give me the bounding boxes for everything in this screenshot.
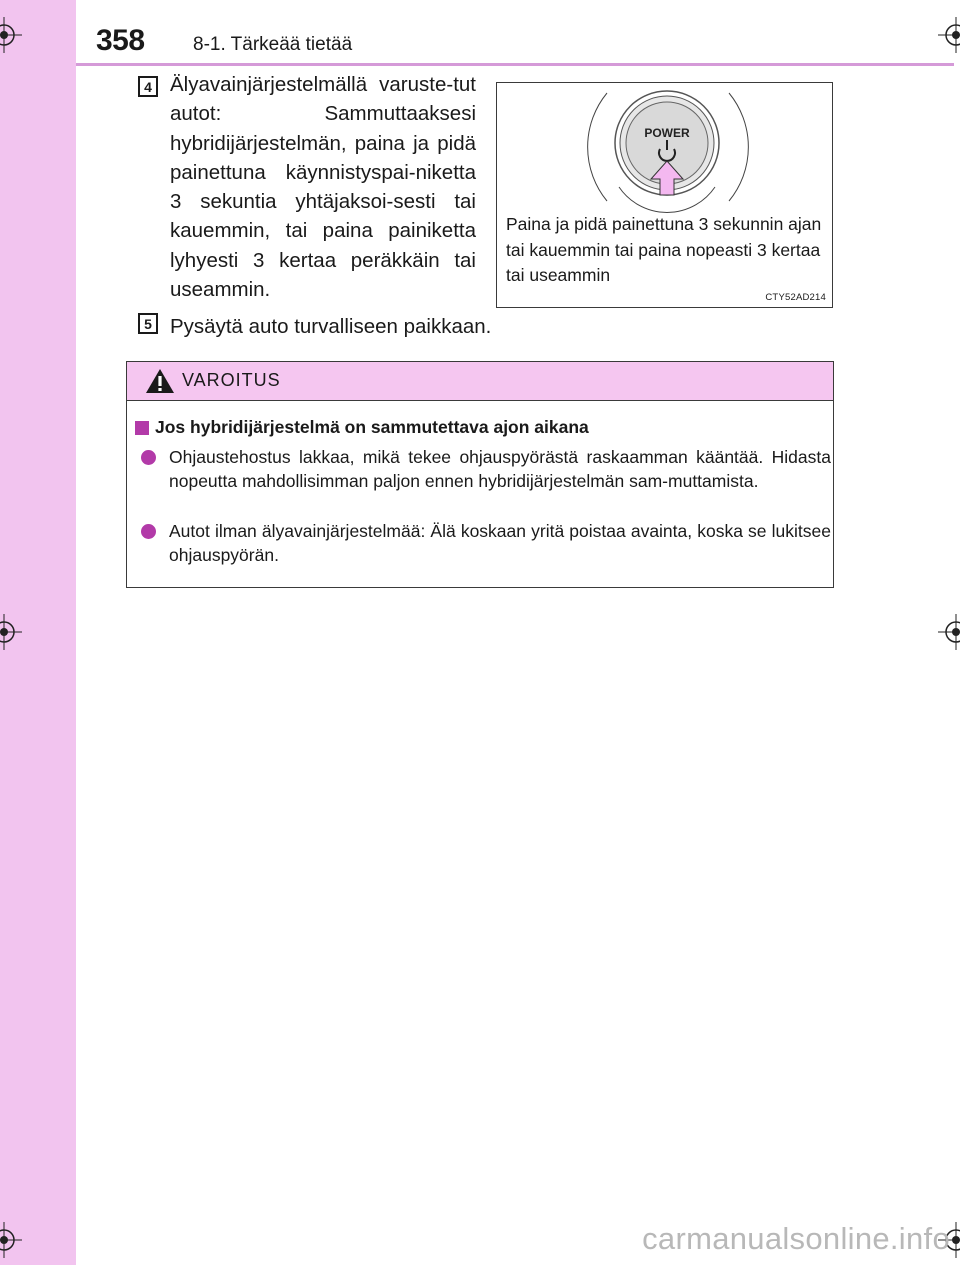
warning-item — [141, 519, 831, 567]
step-4-text: Älyavainjärjestelmällä varuste-tut autot: Sammuttaaksesi hybridijärjestelmän, paina ja pidä painettuna käynnistyspai-niketta 3 sekuntia yhtäjaksoi-sesti tai kauemmin, tai paina painiketta lyhyesti 3 kertaa peräkkäin tai useammin. — [170, 73, 476, 302]
warning-triangle-icon — [144, 367, 176, 395]
power-button-figure — [496, 82, 833, 308]
warning-heading-text: Jos hybridijärjestelmä on sammutettava ajon aikana — [155, 417, 589, 437]
watermark: carmanualsonline.info — [642, 1221, 950, 1256]
warning-item-text: Autot ilman älyavainjärjestelmää: Älä koskaan yritä poistaa avainta, koska se lukitsee ohjauspyörän. — [169, 521, 831, 565]
registration-mark-icon — [0, 614, 22, 650]
registration-mark-icon — [938, 614, 960, 650]
step-number-5: 5 — [138, 313, 158, 334]
circle-bullet-icon — [141, 524, 156, 539]
warning-box — [126, 361, 834, 588]
circle-bullet-icon — [141, 450, 156, 465]
warning-item-text: Ohjaustehostus lakkaa, mikä tekee ohjauspyörästä raskaamman kääntää. Hidasta nopeutta mahdollisimman paljon ennen hybridijärjestelmän sam-muttamista. — [169, 447, 831, 491]
warning-heading — [135, 417, 589, 438]
figure-caption: Paina ja pidä painettuna 3 sekunnin ajan tai kauemmin tai paina nopeasti 3 kertaa tai useammin — [506, 214, 822, 285]
warning-header — [127, 362, 833, 401]
figure-code: CTY52AD214 — [765, 292, 826, 303]
power-button-label: POWER — [644, 126, 690, 140]
registration-mark-icon — [0, 17, 22, 53]
chapter-title: 8-1. Tärkeää tietää — [193, 34, 353, 55]
header-rule — [76, 63, 954, 66]
registration-mark-icon — [0, 1222, 22, 1258]
step-5-text: Pysäytä auto turvalliseen paikkaan. — [170, 315, 492, 338]
page-number: 358 — [96, 24, 145, 57]
warning-item — [141, 445, 831, 493]
square-bullet-icon — [135, 421, 149, 435]
step-number-4: 4 — [138, 76, 158, 97]
registration-mark-icon — [938, 17, 960, 53]
warning-title: VAROITUS — [182, 370, 281, 390]
